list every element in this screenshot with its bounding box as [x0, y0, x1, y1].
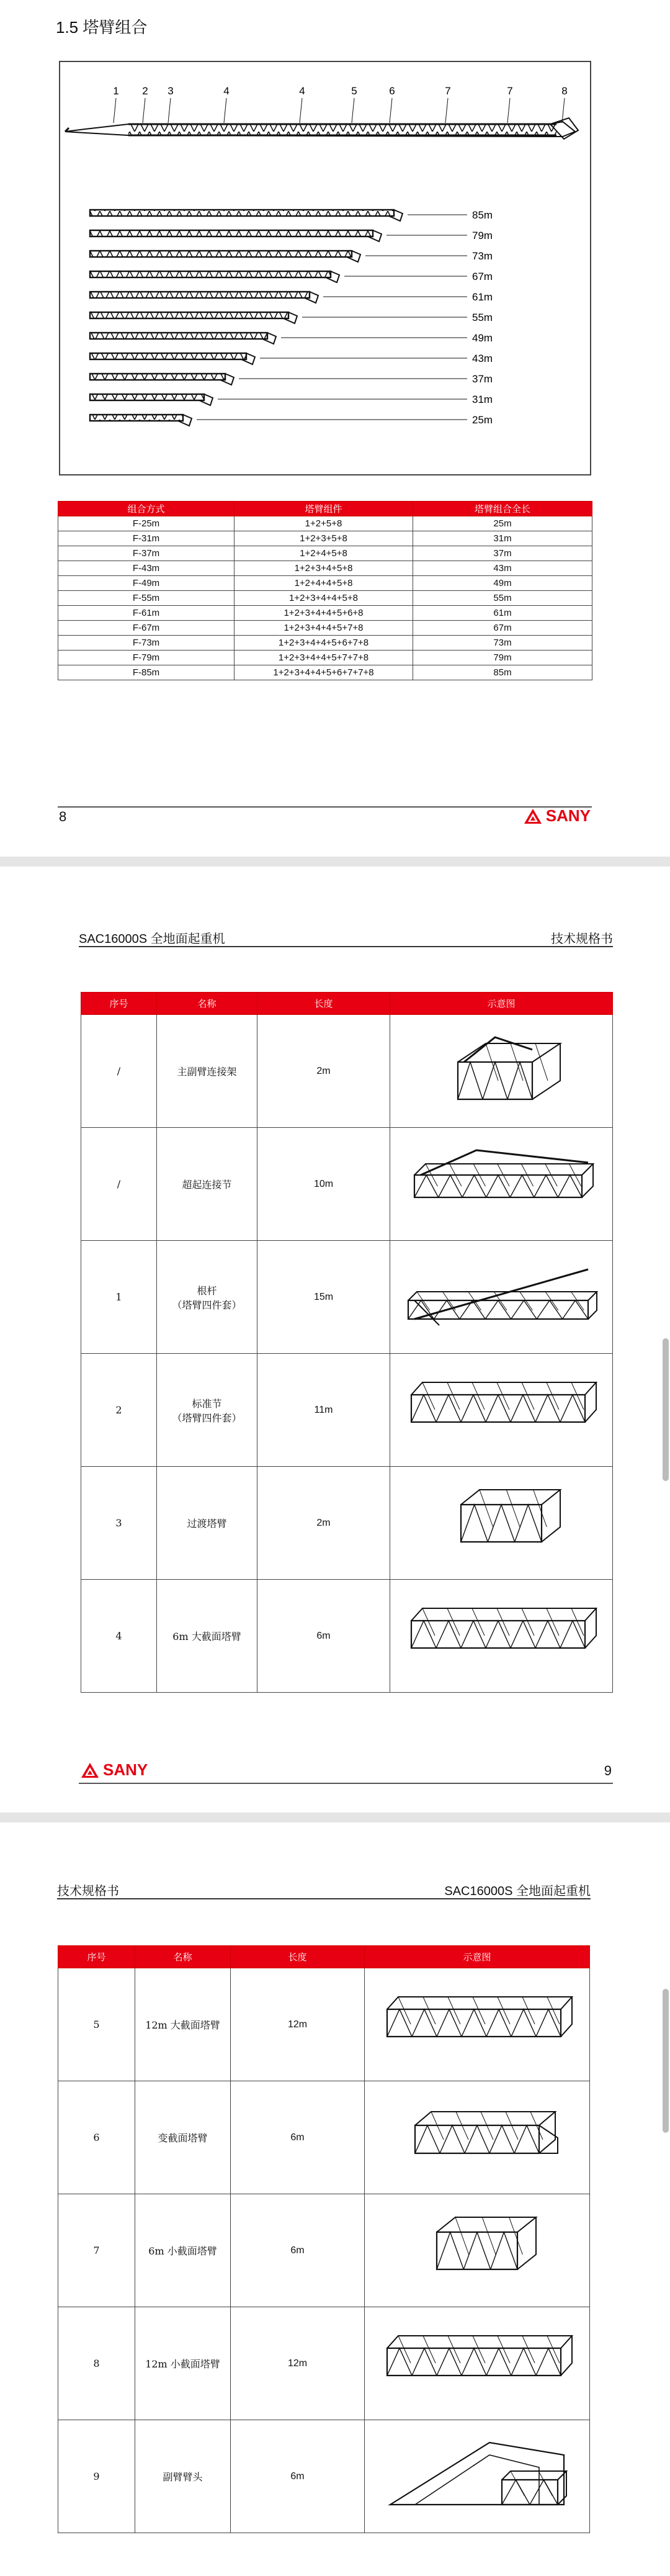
table-row: [58, 651, 592, 665]
length-label: 73m: [472, 250, 493, 262]
length-label: 67m: [472, 271, 493, 282]
cell-total-length: 25m: [413, 516, 592, 531]
table-row: [58, 636, 592, 651]
component-drawing: [402, 1138, 601, 1231]
length-label: 37m: [472, 373, 493, 385]
table-row: [58, 621, 592, 636]
component-drawing: [402, 1477, 601, 1570]
cell-name: [157, 1580, 257, 1693]
cell-total-length: 73m: [413, 636, 592, 651]
cell-name: [157, 1354, 257, 1467]
sany-logo: [81, 1760, 148, 1780]
cell-diagram: [365, 2194, 590, 2307]
length-label: 85m: [472, 209, 493, 221]
cell-total-length: 49m: [413, 576, 592, 591]
callout-leader: [168, 98, 171, 123]
part-name: 12m 小截面塔臂: [145, 2358, 220, 2370]
callout-number: 2: [142, 85, 148, 97]
cell-seq: 4: [81, 1580, 157, 1693]
part-name: 过渡塔臂: [187, 1518, 227, 1529]
table-row: [58, 1968, 590, 2081]
cell-combination: F-49m: [58, 576, 234, 591]
header-total-length: 塔臂组合全长: [413, 502, 592, 516]
boom-combination-table: [58, 501, 592, 680]
full-boom-drawing: [65, 118, 578, 139]
cell-length: 10m: [257, 1128, 390, 1241]
component-drawing: [378, 2430, 576, 2523]
length-label: 43m: [472, 353, 493, 364]
boom-segment: [90, 374, 225, 380]
cell-name: [135, 2194, 231, 2307]
footer-rule: [58, 806, 592, 808]
boom-length-row: [90, 414, 493, 426]
table-row: [58, 576, 592, 591]
component-drawing: [378, 2204, 576, 2297]
cell-length: 12m: [231, 2307, 365, 2420]
cell-length: 6m: [257, 1580, 390, 1693]
cell-total-length: 85m: [413, 665, 592, 680]
callout-leader: [352, 98, 354, 123]
sany-logo-text: SANY: [545, 806, 591, 825]
cell-components: 1+2+3+4+4+5+8: [234, 591, 413, 606]
part-name: 12m 大截面塔臂: [145, 2019, 220, 2031]
footer-rule: [79, 1783, 613, 1784]
part-name: 副臂臂头: [163, 2471, 203, 2483]
cell-length: 12m: [231, 1968, 365, 2081]
boom-segment: [90, 415, 183, 421]
cell-diagram: [365, 2081, 590, 2194]
cell-components: 1+2+3+4+4+5+7+8: [234, 621, 413, 636]
cell-diagram: [390, 1015, 613, 1128]
boom-segment: [90, 394, 204, 400]
length-label: 25m: [472, 414, 493, 426]
table-row: [81, 1241, 613, 1354]
cell-total-length: 31m: [413, 531, 592, 546]
callout-number: 8: [561, 85, 568, 97]
boom-segment: [90, 353, 246, 359]
boom-combination-figure: [59, 61, 591, 475]
cell-total-length: 37m: [413, 546, 592, 561]
section-title: 1.5 塔臂组合: [56, 18, 148, 37]
cell-diagram: [390, 1128, 613, 1241]
boom-segment: [90, 210, 394, 216]
cell-diagram: [365, 1968, 590, 2081]
cell-total-length: 79m: [413, 651, 592, 665]
table-row: [81, 1354, 613, 1467]
component-drawing: [402, 1025, 601, 1118]
cell-combination: F-55m: [58, 591, 234, 606]
callout-leader: [390, 98, 392, 123]
header-rule: [79, 946, 613, 947]
boom-length-row: [90, 394, 493, 405]
length-label: 49m: [472, 332, 493, 344]
part-name: 超起连接节: [182, 1179, 232, 1191]
table-row: [81, 1467, 613, 1580]
cell-components: 1+2+3+4+5+8: [234, 561, 413, 576]
cell-components: 1+2+3+4+4+5+6+8: [234, 606, 413, 621]
table-row: [81, 1128, 613, 1241]
callout-labels: [113, 85, 567, 123]
sany-logo-text: SANY: [103, 1760, 148, 1779]
cell-seq: 8: [58, 2307, 135, 2420]
callout-number: 4: [299, 85, 305, 97]
boom-length-row: [90, 209, 493, 221]
table-row: [58, 546, 592, 561]
sany-logo: [524, 806, 591, 826]
callout-number: 4: [223, 85, 230, 97]
callout-number: 5: [351, 85, 357, 97]
callout-leader: [143, 98, 145, 123]
scrollbar-thumb[interactable]: [663, 1989, 669, 2133]
table-row: [58, 2081, 590, 2194]
boom-segment: [90, 312, 288, 318]
boom-length-row: [90, 312, 493, 323]
cell-diagram: [390, 1467, 613, 1580]
boom-segment: [90, 251, 352, 257]
table-row: [81, 1580, 613, 1693]
cell-name: [135, 2307, 231, 2420]
table-row: [58, 665, 592, 680]
table-row: [58, 561, 592, 576]
doc-header-left: 技术规格书: [57, 1885, 119, 1898]
cell-combination: F-61m: [58, 606, 234, 621]
boom-segment: [90, 230, 373, 236]
boom-length-row: [90, 353, 493, 364]
page-gap: [0, 1813, 670, 1822]
part-name: 6m 小截面塔臂: [148, 2245, 217, 2257]
callout-leader: [224, 98, 226, 123]
boom-length-stack: [90, 209, 493, 426]
cell-length: 2m: [257, 1467, 390, 1580]
header-length: 长度: [231, 1946, 365, 1968]
component-drawing: [378, 1978, 576, 2071]
cell-diagram: [390, 1580, 613, 1693]
component-drawing: [402, 1364, 601, 1457]
callout-number: 1: [113, 85, 119, 97]
component-drawing: [402, 1590, 601, 1683]
cell-total-length: 61m: [413, 606, 592, 621]
cell-name: [157, 1015, 257, 1128]
boom-segment: [90, 271, 331, 277]
component-drawing: [378, 2091, 576, 2184]
cell-combination: F-67m: [58, 621, 234, 636]
table-header-row: [81, 993, 613, 1015]
boom-segment: [90, 333, 267, 339]
table-row: [58, 606, 592, 621]
cell-seq: 2: [81, 1354, 157, 1467]
header-combination: 组合方式: [58, 502, 234, 516]
page-9: [0, 867, 670, 1813]
table-row: [58, 531, 592, 546]
table-row: [58, 516, 592, 531]
cell-components: 1+2+3+4+4+5+6+7+7+8: [234, 665, 413, 680]
part-name: 根杆: [197, 1284, 217, 1297]
callout-number: 7: [445, 85, 451, 97]
cell-length: 6m: [231, 2420, 365, 2533]
cell-total-length: 43m: [413, 561, 592, 576]
table-header-row: [58, 1946, 590, 1968]
cell-diagram: [390, 1241, 613, 1354]
cell-name: [135, 2420, 231, 2533]
boom-length-row: [90, 291, 493, 303]
cell-seq: 3: [81, 1467, 157, 1580]
table-row: [58, 2307, 590, 2420]
component-drawing: [378, 2317, 576, 2410]
page-10: [0, 1822, 670, 2576]
cell-length: 6m: [231, 2194, 365, 2307]
part-name: 6m 大截面塔臂: [172, 1631, 241, 1642]
cell-seq: /: [81, 1015, 157, 1128]
part-name-note: （塔臂四件套）: [172, 1299, 242, 1311]
cell-combination: F-85m: [58, 665, 234, 680]
cell-components: 1+2+3+4+4+5+7+7+8: [234, 651, 413, 665]
callout-number: 3: [168, 85, 174, 97]
part-name: 变截面塔臂: [158, 2132, 208, 2144]
callout-leader: [445, 98, 448, 123]
page-8: [0, 0, 670, 857]
table-row: [58, 591, 592, 606]
cell-length: 6m: [231, 2081, 365, 2194]
cell-components: 1+2+4+5+8: [234, 546, 413, 561]
length-label: 61m: [472, 291, 493, 303]
page-number: 9: [604, 1763, 612, 1778]
cell-name: [135, 1968, 231, 2081]
cell-components: 1+2+5+8: [234, 516, 413, 531]
boom-parts-table: [58, 1945, 590, 2533]
header-name: 名称: [135, 1946, 231, 1968]
header-rule: [57, 1898, 591, 1899]
cell-name: [135, 2081, 231, 2194]
part-name-note: （塔臂四件套）: [172, 1412, 242, 1424]
header-name: 名称: [157, 993, 257, 1015]
sany-triangle-icon: [524, 808, 542, 824]
cell-total-length: 67m: [413, 621, 592, 636]
callout-leader: [300, 98, 302, 123]
cell-combination: F-43m: [58, 561, 234, 576]
boom-diagram: [60, 62, 590, 474]
cell-seq: /: [81, 1128, 157, 1241]
header-diagram: 示意图: [390, 993, 613, 1015]
callout-number: 7: [507, 85, 513, 97]
cell-diagram: [365, 2420, 590, 2533]
cell-length: 2m: [257, 1015, 390, 1128]
cell-name: [157, 1128, 257, 1241]
boom-length-row: [90, 373, 493, 385]
cell-combination: F-25m: [58, 516, 234, 531]
cell-length: 15m: [257, 1241, 390, 1354]
table-row: [58, 2420, 590, 2533]
doc-header-right: 技术规格书: [551, 932, 613, 946]
sany-triangle-icon: [81, 1762, 99, 1778]
cell-seq: 9: [58, 2420, 135, 2533]
length-label: 31m: [472, 394, 493, 405]
cell-seq: 5: [58, 1968, 135, 2081]
cell-seq: 1: [81, 1241, 157, 1354]
header-seq: 序号: [58, 1946, 135, 1968]
part-name: 标准节: [192, 1397, 222, 1410]
cell-components: 1+2+3+5+8: [234, 531, 413, 546]
boom-length-row: [90, 332, 493, 344]
cell-components: 1+2+3+4+4+5+6+7+8: [234, 636, 413, 651]
cell-components: 1+2+4+4+5+8: [234, 576, 413, 591]
page-gap: [0, 857, 670, 867]
boom-length-row: [90, 230, 493, 241]
callout-leader: [507, 98, 510, 123]
header-seq: 序号: [81, 993, 157, 1015]
header-diagram: 示意图: [365, 1946, 590, 1968]
cell-total-length: 55m: [413, 591, 592, 606]
callout-leader: [114, 98, 116, 123]
cell-combination: F-79m: [58, 651, 234, 665]
cell-combination: F-31m: [58, 531, 234, 546]
cell-diagram: [365, 2307, 590, 2420]
part-name: 主副臂连接架: [177, 1066, 237, 1078]
cell-combination: F-73m: [58, 636, 234, 651]
length-label: 79m: [472, 230, 493, 241]
boom-length-row: [90, 271, 493, 282]
page-number: 8: [59, 809, 67, 824]
cell-combination: F-37m: [58, 546, 234, 561]
callout-number: 6: [389, 85, 395, 97]
cell-diagram: [390, 1354, 613, 1467]
header-length: 长度: [257, 993, 390, 1015]
cell-seq: 7: [58, 2194, 135, 2307]
cell-name: [157, 1467, 257, 1580]
cell-length: 11m: [257, 1354, 390, 1467]
component-drawing: [402, 1251, 601, 1344]
length-label: 55m: [472, 312, 493, 323]
scrollbar-thumb[interactable]: [663, 1338, 669, 1481]
table-row: [81, 1015, 613, 1128]
cell-name: [157, 1241, 257, 1354]
boom-length-row: [90, 250, 493, 262]
doc-header-right: SAC16000S 全地面起重机: [444, 1885, 591, 1898]
cell-seq: 6: [58, 2081, 135, 2194]
table-row: [58, 2194, 590, 2307]
table-header-row: [58, 502, 592, 516]
boom-parts-table: [81, 992, 613, 1693]
header-components: 塔臂组件: [234, 502, 413, 516]
doc-header-left: SAC16000S 全地面起重机: [79, 932, 225, 946]
boom-segment: [90, 292, 310, 298]
